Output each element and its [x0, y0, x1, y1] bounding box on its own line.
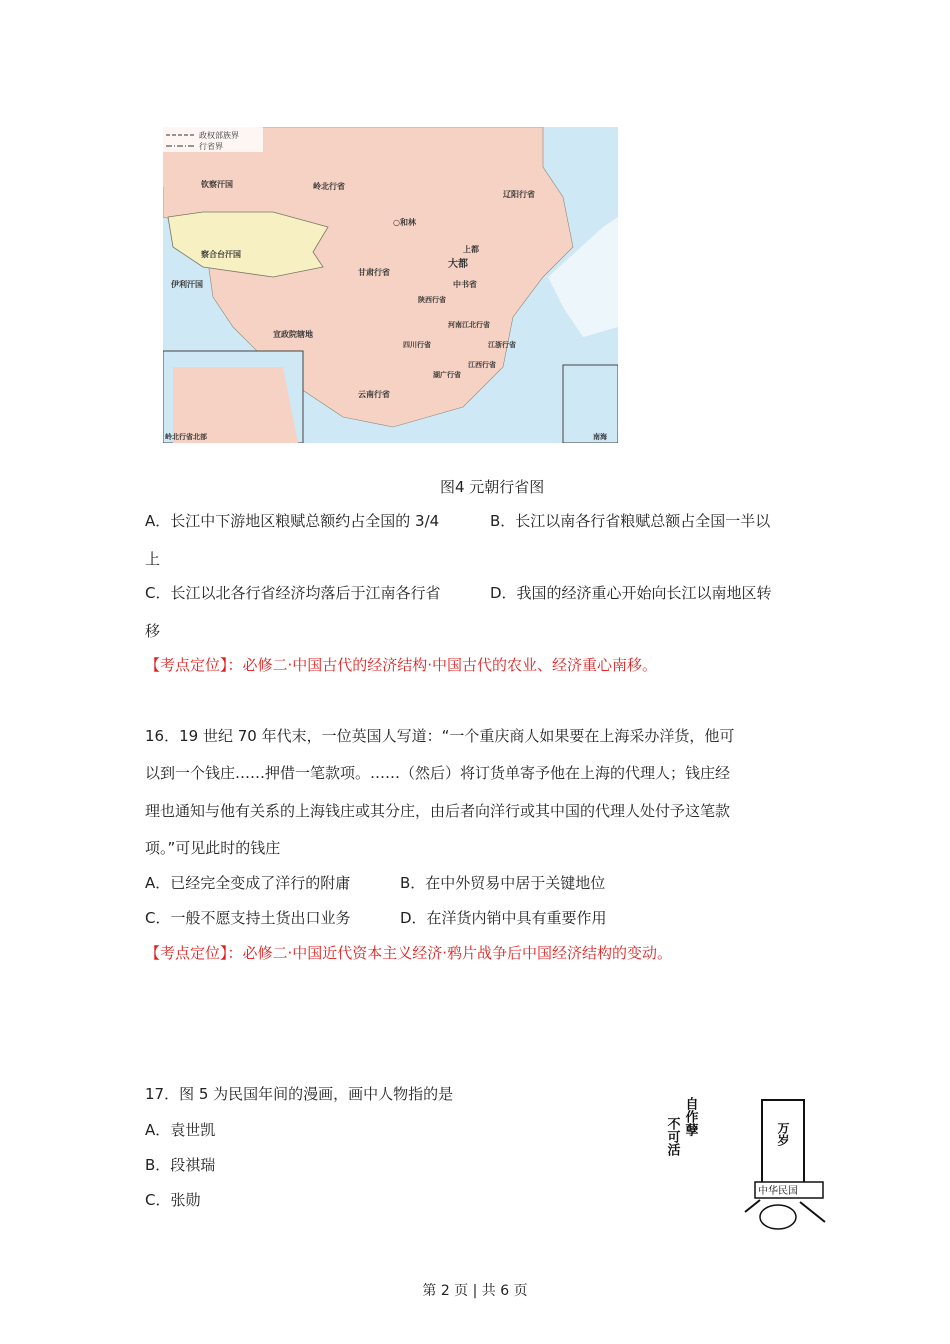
- map-label: 伊利汗国: [171, 280, 203, 289]
- map-label: 察合台汗国: [201, 250, 241, 259]
- map-label: 上都: [463, 245, 479, 254]
- map-label: 江浙行省: [488, 341, 516, 349]
- q16-option-b: B．在中外贸易中居于关键地位: [400, 874, 606, 892]
- yuan-dynasty-province-map: [163, 127, 618, 443]
- q17-option-a: A．袁世凯: [145, 1121, 216, 1139]
- map-label: 河南江北行省: [448, 321, 490, 329]
- inset-title: 岭北行省北部: [165, 433, 207, 441]
- map-label: 湖广行省: [433, 371, 461, 379]
- q16-knowledge-point: 【考点定位】：必修二·中国近代资本主义经济·鸦片战争后中国经济结构的变动。: [145, 944, 673, 962]
- map-label: 辽阳行省: [503, 190, 535, 199]
- q16-option-d: D．在洋货内销中具有重要作用: [400, 909, 607, 927]
- q15-option-b-cont: 上: [145, 550, 161, 568]
- map-label: 岭北行省: [313, 182, 345, 191]
- q16-stem-line: 理也通知与他有关系的上海钱庄或其分庄，由后者向洋行或其中国的代理人处付予这笔款: [145, 802, 731, 820]
- figure-caption: 图4 元朝行省图: [440, 478, 545, 496]
- q17-stem: 17．图 5 为民国年间的漫画，画中人物指的是: [145, 1085, 454, 1103]
- q16-option-a: A．已经完全变成了洋行的附庸: [145, 874, 351, 892]
- map-label: ○和林: [393, 218, 416, 227]
- q16-option-c: C．一般不愿支持土货出口业务: [145, 909, 351, 927]
- q15-option-d-cont: 移: [145, 622, 161, 640]
- map-label: 江西行省: [468, 361, 496, 369]
- cartoon-caption: 不可活: [664, 1117, 680, 1156]
- legend-border-regime: 政权部族界: [199, 131, 239, 140]
- q15-option-b: B．长江以南各行省粮赋总额占全国一半以: [490, 512, 771, 530]
- q16-stem-line: 16．19 世纪 70 年代末，一位英国人写道：“一个重庆商人如果要在上海采办洋货，他可: [145, 727, 735, 745]
- q15-option-a: A．长江中下游地区粮赋总额约占全国的 3/4: [145, 512, 440, 530]
- map-label: 陕西行省: [418, 296, 446, 304]
- map-label: 中书省: [453, 280, 477, 289]
- q15-knowledge-point: 【考点定位】：必修二·中国古代的经济结构·中国古代的农业、经济重心南移。: [145, 656, 658, 674]
- legend-border-province: 行省界: [199, 142, 223, 151]
- q17-option-b: B．段祺瑞: [145, 1156, 216, 1174]
- map-label: 大都: [448, 259, 468, 270]
- tablet-text: 万岁: [776, 1122, 790, 1146]
- q16-stem-line: 以到一个钱庄……押借一笔款项。……（然后）将订货单寄予他在上海的代理人；钱庄经: [145, 764, 731, 782]
- inset-title: 南海: [593, 433, 607, 441]
- map-label: 四川行省: [403, 341, 431, 349]
- cartoon-caption: 自作孽: [682, 1097, 698, 1136]
- map-label: 云南行省: [358, 390, 390, 399]
- map-label: 钦察汗国: [201, 180, 233, 189]
- map-label: 甘肃行省: [358, 268, 390, 277]
- q15-option-d: D．我国的经济重心开始向长江以南地区转: [490, 584, 772, 602]
- map-label: 宣政院辖地: [273, 330, 313, 339]
- page-footer: 第 2 页 | 共 6 页: [422, 1283, 528, 1299]
- tablet-base-text: 中华民国: [758, 1186, 798, 1197]
- q17-option-c: C．张勋: [145, 1191, 201, 1209]
- q15-option-c: C．长江以北各行省经济均落后于江南各行省: [145, 584, 441, 602]
- figure5-cartoon: [660, 1082, 835, 1237]
- q16-stem-line: 项。”可见此时的钱庄: [145, 839, 281, 857]
